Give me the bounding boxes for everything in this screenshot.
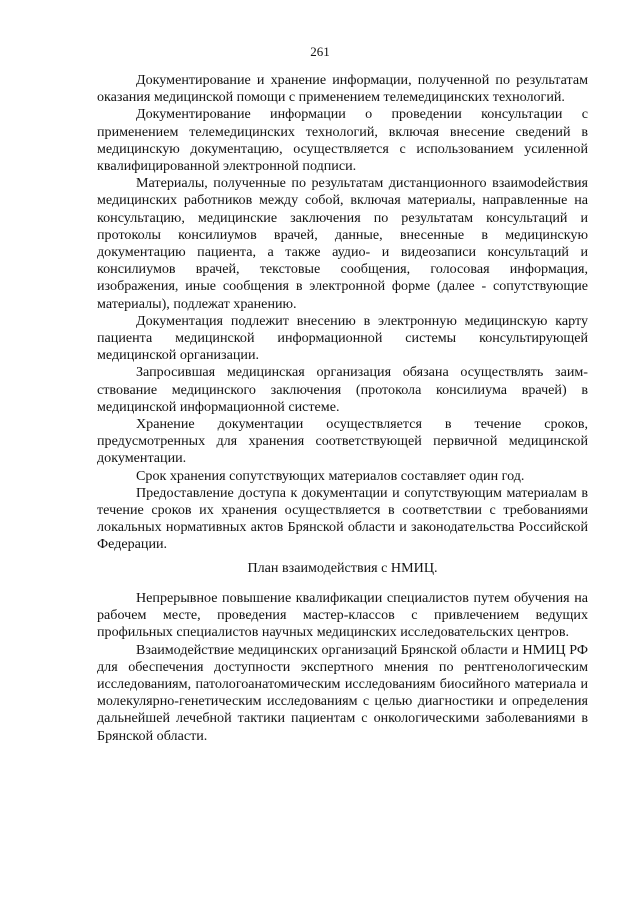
paragraph-storage-terms: Хранение документации осуществляется в течение сроков, предусмотренных для хранения соответствующей первичной медицинской документации. bbox=[97, 416, 588, 467]
paragraph-access-provision: Предоставление доступа к документации и сопутствующим материалам в течение сроков их хранения осуществляется в соответствии с требованиями локальных нормативных актов Брянской области и законодательства Российской Федерации. bbox=[97, 484, 588, 553]
paragraph-continuous-training: Непрерывное повышение квалификации специалистов путем обучения на рабочем месте, проведения мастер-классов с привлечением ведущих профильных специалистов научных медицинских исследовательских центров. bbox=[97, 589, 588, 641]
document-body bbox=[97, 72, 588, 745]
page-number: 261 bbox=[310, 44, 330, 59]
section-heading-nmic-plan: План взаимодействия с НМИЦ. bbox=[247, 559, 438, 576]
paragraph-borrowing-conclusion: Запросившая медицинская организация обязана осуществлять заимствование медицинского заключения (протокола консилиума врачей) в медицинской информационной системе. bbox=[97, 364, 588, 415]
paragraph-retention-period: Срок хранения сопутствующих материалов составляет один год. bbox=[136, 467, 525, 484]
paragraph-electronic-card: Документация подлежит внесению в электронную медицинскую карту пациента медицинской информационной системы консультирующей медицинской организации. bbox=[97, 312, 588, 364]
paragraph-consultation-documentation: Документирование информации о проведении консультации с применением телемедицинских технологий, включая внесение сведений в медицинскую документацию, осуществляется с использованием усиленной квалифицированной электронной подписи. bbox=[97, 106, 588, 175]
paragraph-materials-storage: Материалы, полученные по результатам дистанционного взаимоdействия медицинских работников между собой, включая материалы, направленные на консультацию, медицинские заключения по результатам консультаций и протоколы консилиумов врачей, данные, внесенные в медицинскую документацию пациента, а также аудио- и видеозаписи консультаций и консилиумов врачей, текстовые сообщения, голосовая информация, изображения, иные сообщения в электронной форме (далее - сопутствующие материалы), подлежат хранению. bbox=[97, 175, 588, 312]
paragraph-documentation-storage: Документирование и хранение информации, полученной по результатам оказания медицинской помощи с применением телемедицинских технологий. bbox=[97, 72, 588, 106]
paragraph-nmic-interaction: Взаимодействие медицинских организаций Брянской области и НМИЦ РФ для обеспечения доступности экспертного мнения по рентгенологическим исследованиям, патологоанатомическим исследованиям биосийного материала и молекулярно-генетическим исследованиям с целью диагностики и определения дальнейшей лечебной тактики пациентам с онкологическими заболеваниями в Брянской области. bbox=[97, 641, 588, 744]
